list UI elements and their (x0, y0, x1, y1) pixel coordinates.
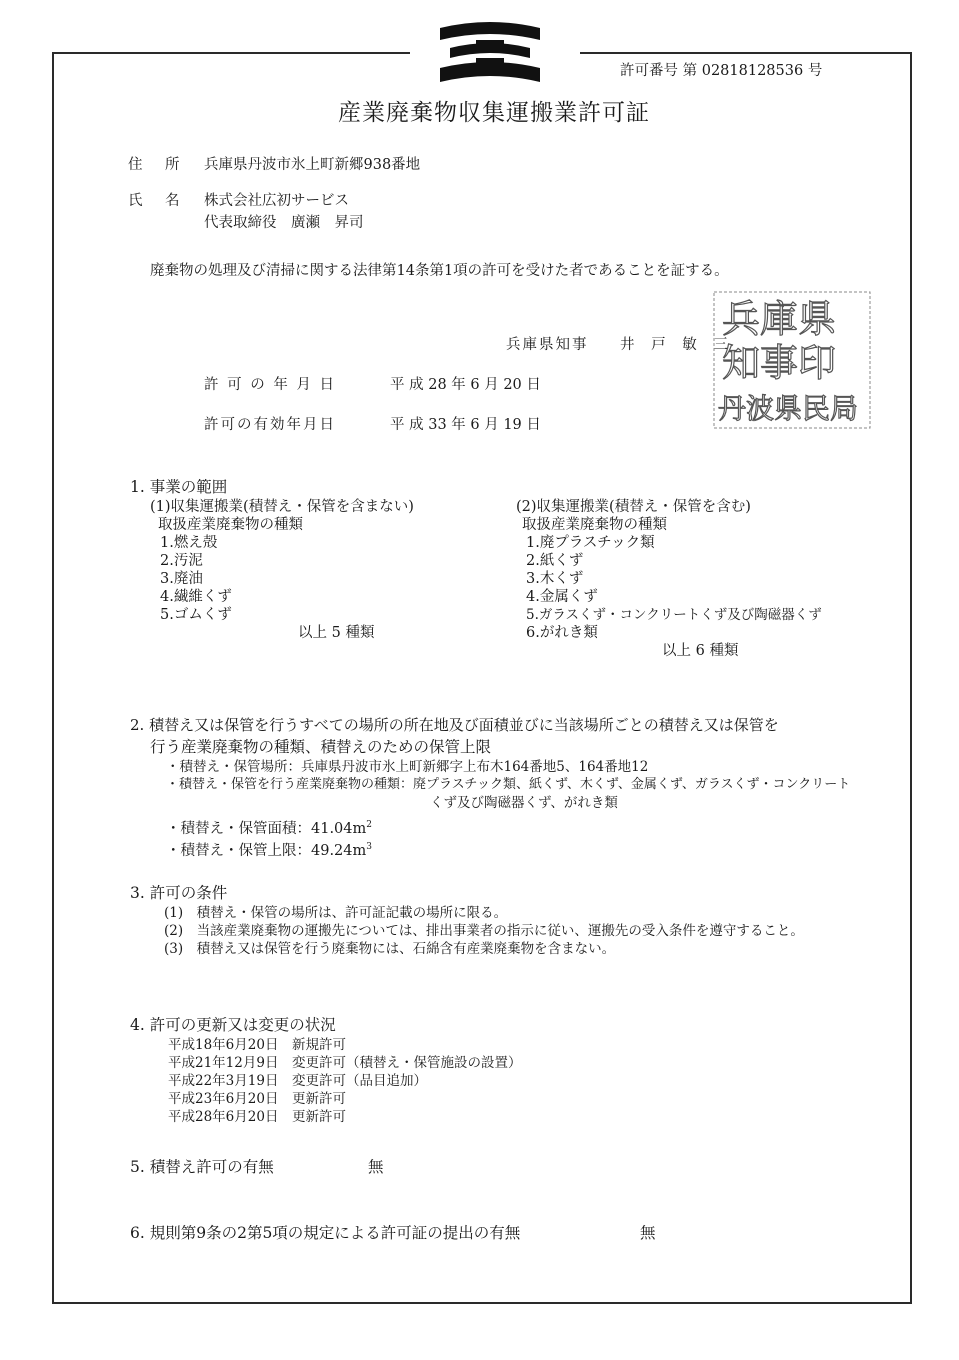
section1-right-subtitle: 取扱産業廃棄物の種類 (522, 517, 667, 533)
condition-item: (3) 積替え又は保管を行う廃棄物には、石綿含有産業廃棄物を含まない。 (164, 941, 616, 957)
official-seal (712, 290, 872, 430)
condition-item: (1) 積替え・保管の場所は、許可証記載の場所に限る。 (164, 905, 508, 921)
name-label: 氏 名 (128, 193, 184, 209)
section2-heading-line2: 行う産業廃棄物の種類、積替えのための保管上限 (150, 738, 492, 756)
section3-heading: 3. 許可の条件 (130, 884, 228, 902)
list-item: 2.紙くず (526, 553, 584, 569)
list-item: 5.ガラスくず・コンクリートくず及び陶磁器くず (526, 607, 822, 623)
hyogo-emblem-icon (436, 18, 544, 96)
list-item: 3.廃油 (160, 571, 203, 587)
section2-heading-line1: 2. 積替え又は保管を行うすべての場所の所在地及び面積並びに当該場所ごとの積替え又は保管を (130, 716, 779, 734)
valid-date-label: 許可の有効年月日 (204, 417, 336, 433)
document-title: 産業廃棄物収集運搬業許可証 (338, 100, 650, 126)
history-item: 平成23年6月20日 更新許可 (168, 1091, 346, 1107)
section6-value: 無 (640, 1224, 656, 1242)
list-item: 4.金属くず (526, 589, 598, 605)
history-item: 平成18年6月20日 新規許可 (168, 1037, 346, 1053)
section6-heading: 6. 規則第9条の2第5項の規定による許可証の提出の有無 (130, 1224, 521, 1242)
address-value: 兵庫県丹波市氷上町新郷938番地 (204, 157, 421, 173)
section1-left-total: 以上 5 種類 (298, 625, 375, 641)
list-item: 5.ゴムくず (160, 607, 232, 623)
storage-limit: ・積替え・保管上限：$49.24m^3$ (166, 842, 372, 859)
section1-left-subtitle: 取扱産業廃棄物の種類 (158, 517, 303, 533)
storage-location: ・積替え・保管場所：兵庫県丹波市氷上町新郷字上布木164番地5、164番地12 (166, 759, 649, 775)
section1-right-total: 以上 6 種類 (662, 643, 739, 659)
condition-item: (2) 当該産業廃棄物の運搬先については、排出事業者の指示に従い、運搬先の受入条件を遵守すること。 (164, 923, 804, 939)
certification-text: 廃棄物の処理及び清掃に関する法律第14条第1項の許可を受けた者であることを証する。 (150, 263, 729, 279)
seal-line-2: 知事印 (722, 341, 837, 385)
list-item: 2.汚泥 (160, 553, 203, 569)
permit-number: 許可番号 第 02818128536 号 (620, 63, 823, 79)
permit-date-value: 平 成 28 年 6 月 20 日 (390, 377, 541, 393)
section5-heading: 5. 積替え許可の有無 (130, 1158, 274, 1176)
representative: 代表取締役 廣瀬 昇司 (204, 215, 364, 231)
seal-line-3: 丹波県民局 (718, 392, 859, 425)
governor-title: 兵庫県知事 (506, 337, 589, 353)
history-item: 平成22年3月19日 変更許可（品目追加） (168, 1073, 427, 1089)
history-item: 平成28年6月20日 更新許可 (168, 1109, 346, 1125)
list-item: 3.木くず (526, 571, 584, 587)
section1-right-title: (2)収集運搬業(積替え・保管を含む) (516, 499, 751, 515)
section5-value: 無 (368, 1158, 384, 1176)
history-item: 平成21年12月9日 変更許可（積替え・保管施設の設置） (168, 1055, 522, 1071)
governor-name: 井 戸 敏 三 (620, 337, 734, 353)
list-item: 1.燃え殻 (160, 535, 218, 551)
permit-date-label: 許 可 の 年 月 日 (204, 377, 337, 393)
section1-left-title: (1)収集運搬業(積替え・保管を含まない) (150, 499, 414, 515)
company-name: 株式会社広初サービス (204, 193, 349, 209)
section4-heading: 4. 許可の更新又は変更の状況 (130, 1016, 336, 1034)
valid-date-value: 平 成 33 年 6 月 19 日 (390, 417, 541, 433)
storage-types-line1: ・積替え・保管を行う産業廃棄物の種類：廃プラスチック類、紙くず、木くず、金属くず、ガラスくず・コンクリート (166, 777, 851, 792)
section1-heading: 1. 事業の範囲 (130, 478, 228, 496)
list-item: 1.廃プラスチック類 (526, 535, 655, 551)
seal-line-1: 兵庫県 (722, 297, 837, 341)
list-item: 4.繊維くず (160, 589, 232, 605)
list-item: 6.がれき類 (526, 625, 598, 641)
storage-area: ・積替え・保管面積：$41.04m^2$ (166, 820, 372, 837)
storage-types-line2: くず及び陶磁器くず、がれき類 (430, 795, 618, 811)
address-label: 住 所 (128, 157, 184, 173)
